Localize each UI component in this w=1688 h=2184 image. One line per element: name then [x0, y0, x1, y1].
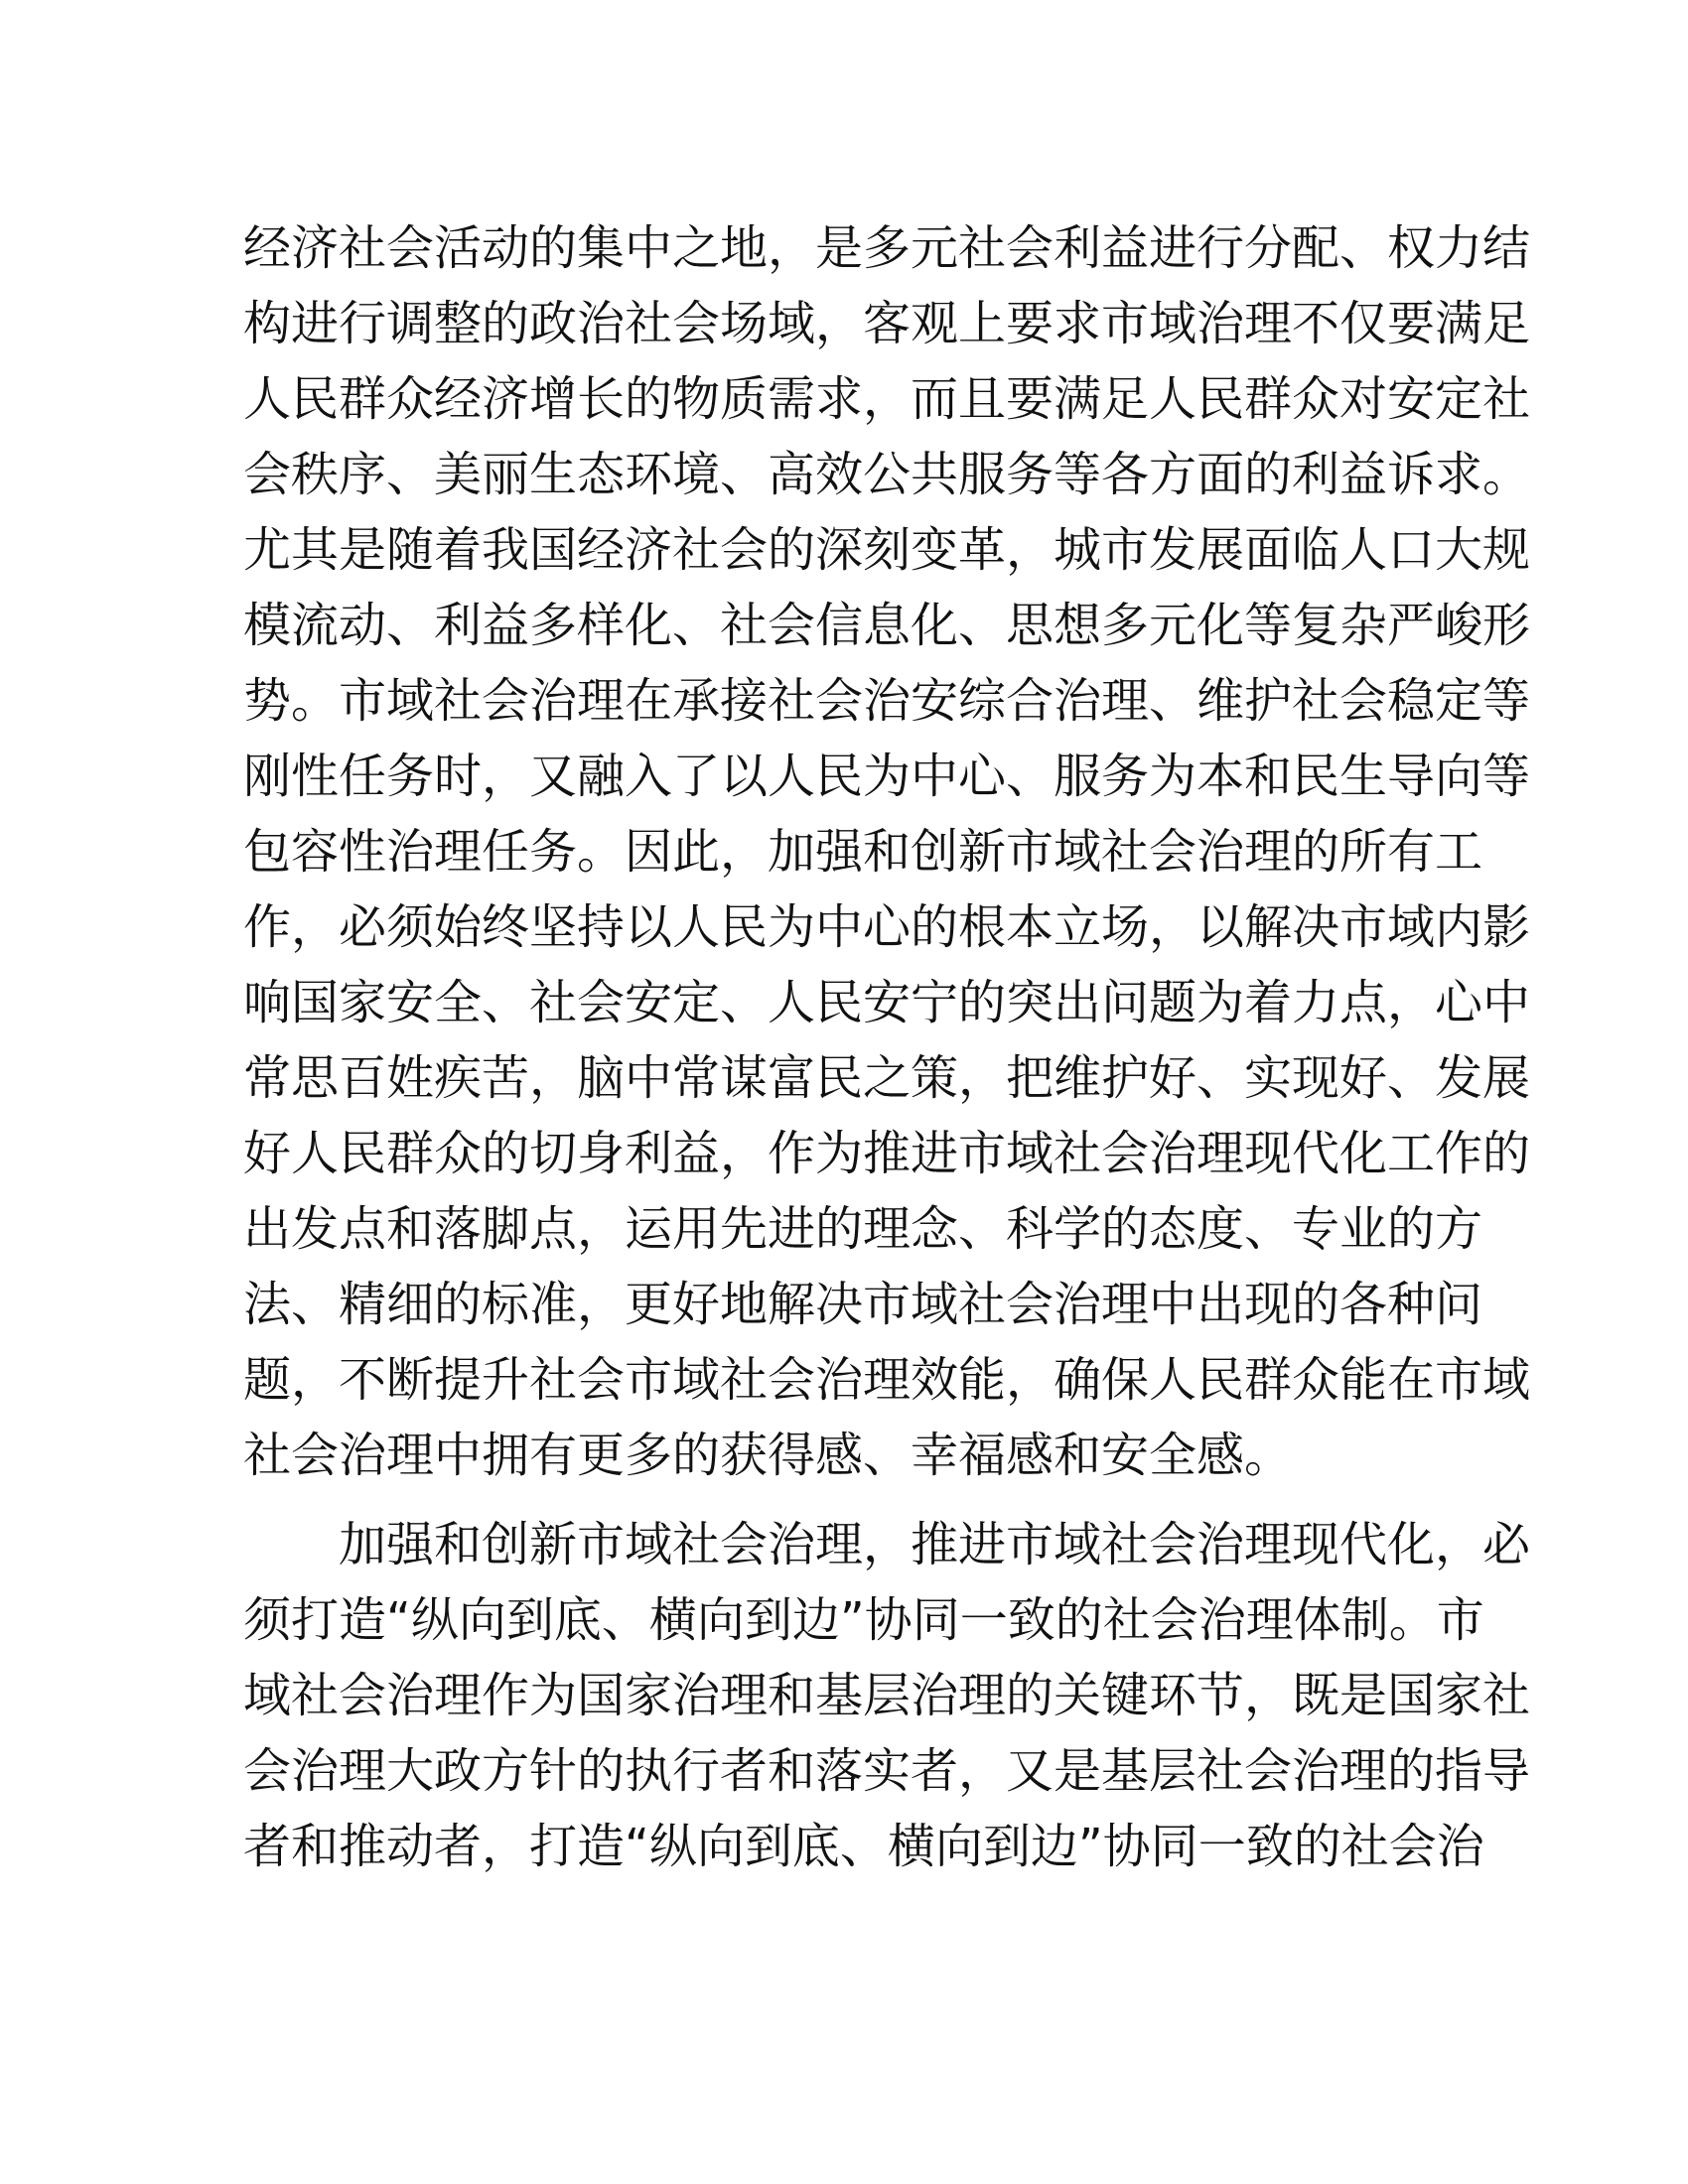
text-line: 模流动、利益多样化、社会信息化、思想多元化等复杂严峻形 [243, 598, 1531, 653]
text-line: 作，必须始终坚持以人民为中心的根本立场，以解决市域内影 [243, 899, 1531, 955]
text-line: 题，不断提升社会市域社会治理效能，确保人民群众能在市域 [243, 1352, 1531, 1408]
text-line: 会秩序、美丽生态环境、高效公共服务等各方面的利益诉求。 [243, 447, 1531, 502]
text-line: 人民群众经济增长的物质需求，而且要满足人民群众对安定社 [243, 371, 1531, 427]
paragraph-spacer [243, 1493, 1455, 1507]
text-line: 会治理大政方针的执行者和落实者，又是基层社会治理的指导 [243, 1743, 1531, 1799]
text-line: 出发点和落脚点，运用先进的理念、科学的态度、专业的方 [243, 1201, 1483, 1257]
text-line: 法、精细的标准，更好地解决市域社会治理中出现的各种问 [243, 1277, 1483, 1332]
text-line: 构进行调整的政治社会场域，客观上要求市域治理不仅要满足 [243, 296, 1531, 351]
body-text [243, 210, 1531, 1884]
text-line: 包容性治理任务。因此，加强和创新市域社会治理的所有工 [243, 824, 1483, 880]
text-line: 者和推动者，打造“纵向到底、横向到边”协同一致的社会治 [243, 1819, 1484, 1874]
paragraph-2 [243, 1507, 1531, 1884]
text-line: 域社会治理作为国家治理和基层治理的关键环节，既是国家社 [243, 1668, 1531, 1723]
paragraph-1 [243, 210, 1531, 1493]
text-line: 响国家安全、社会安定、人民安宁的突出问题为着力点，心中 [243, 975, 1531, 1030]
text-line: 尤其是随着我国经济社会的深刻变革，城市发展面临人口大规 [243, 522, 1531, 578]
text-line: 刚性任务时，又融入了以人民为中心、服务为本和民生导向等 [243, 749, 1531, 804]
text-line: 好人民群众的切身利益，作为推进市域社会治理现代化工作的 [243, 1126, 1531, 1181]
text-line: 须打造“纵向到底、横向到边”协同一致的社会治理体制。市 [243, 1592, 1484, 1648]
text-line: 社会治理中拥有更多的获得感、幸福感和安全感。 [243, 1428, 1293, 1483]
text-line: 常思百姓疾苦，脑中常谋富民之策，把维护好、实现好、发展 [243, 1050, 1531, 1106]
text-line: 势。市域社会治理在承接社会治安综合治理、维护社会稳定等 [243, 673, 1531, 729]
text-line: 加强和创新市域社会治理，推进市域社会治理现代化，必 [339, 1517, 1531, 1572]
text-line: 经济社会活动的集中之地，是多元社会利益进行分配、权力结 [243, 220, 1531, 276]
